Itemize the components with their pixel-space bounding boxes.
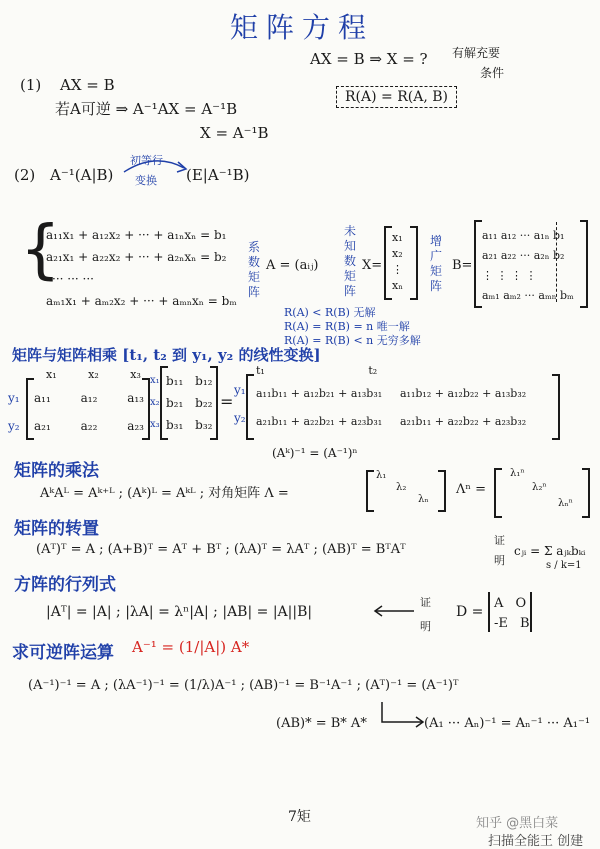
part1-label: (1) (20, 76, 42, 94)
part1-condition: 若A可逆 ⇒ A⁻¹AX = A⁻¹B (55, 100, 238, 118)
transpose-heading: 矩阵的转置 (14, 519, 99, 539)
coef-matrix-def: A = (aᵢⱼ) (266, 258, 319, 273)
system-row-4: aₘ₁x₁ + aₘ₂x₂ + ··· + aₘₙxₙ = bₘ (46, 294, 237, 308)
diag-n: λₙ (418, 494, 429, 505)
system-row-1: a₁₁x₁ + a₁₂x₂ + ··· + a₁ₙxₙ = b₁ (46, 228, 227, 242)
part2-lhs: A⁻¹(A|B) (50, 166, 114, 184)
C-left-bracket (246, 374, 254, 440)
matrix-C-col1: a₁₁b₁₁ + a₁₂b₂₁ + a₁₃b₃₁ a₂₁b₁₁ + a₂₂b₂₁ + a₂₃b₃₁ (256, 387, 383, 428)
transpose-proof-label-2: 明 (494, 554, 505, 567)
rank-notes: R(A) < R(B) 无解 R(A) = R(B) = n 唯一解 R(A) = R(B) < n 无穷多解 (284, 306, 421, 347)
diagpow-2: λ₂ⁿ (532, 482, 547, 493)
chain-arrow-icon (378, 700, 428, 730)
C-right-bracket (552, 374, 560, 440)
transpose-rules: (Aᵀ)ᵀ = A ; (A+B)ᵀ = Aᵀ + Bᵀ ; (λA)ᵀ = λAᵀ ; (AB)ᵀ = BᵀAᵀ (36, 542, 406, 557)
augmented-matrix: a₁₁ a₁₂ ··· a₁ₙ b₁ a₂₁ a₂₂ ··· a₂ₙ b₂ ⋮ ⋮ ⋮ ⋮ aₘ₁ aₘ₂ ··· aₘₙ bₘ (482, 229, 574, 302)
adjugate-rule: (AB)* = B* A* (276, 716, 367, 731)
aug-left-bracket (474, 220, 482, 308)
system-row-3: ··· ··· ··· (52, 272, 94, 286)
matrix-A: a₁₁ a₁₂ a₁₃ a₂₁ a₂₂ a₂₃ (34, 391, 144, 433)
matrix-B: b₁₁ b₁₂ b₂₁ b₂₂ b₃₁ b₃₂ (166, 374, 213, 432)
B-right-bracket (210, 366, 218, 440)
page-title: 矩阵方程 (230, 11, 375, 44)
transpose-proof-label-1: 证 (494, 534, 505, 547)
row-transform-label-2: 变换 (135, 174, 157, 187)
system-row-2: a₂₁x₁ + a₂₂x₂ + ··· + a₂ₙxₙ = b₂ (46, 250, 227, 264)
b-equals: B= (452, 258, 473, 273)
diag-2: λ₂ (396, 482, 407, 493)
matmul-row-labels: y₁ y₂ (8, 391, 20, 433)
matrix-C-col2: a₁₁b₁₂ + a₁₂b₂₂ + a₁₃b₃₂ a₂₁b₁₁ + a₂₂b₂₂ + a₂₃b₃₂ (400, 387, 527, 428)
part1-equation: AX = B (60, 76, 115, 94)
unknown-matrix-label: 未 知 数 矩 阵 (344, 224, 357, 298)
x-vector: x₁ x₂ ⋮ xₙ (392, 231, 403, 292)
inverse-formula: A⁻¹ = (1/|A|) A* (132, 638, 250, 656)
det-proof-label-2: 明 (420, 620, 431, 633)
coef-matrix-label: 系 数 矩 阵 (248, 240, 261, 299)
diagpow-1: λ₁ⁿ (510, 468, 525, 479)
inverse-chain: (A₁ ··· Aₙ)⁻¹ = Aₙ⁻¹ ··· A₁⁻¹ (424, 716, 591, 731)
det-block-matrix: A O -E B (494, 596, 530, 631)
transpose-proof: cⱼᵢ = Σ aⱼₖbₖᵢ (514, 544, 586, 558)
diag-1: λ₁ (376, 470, 387, 481)
power-inverse-note: (Aᵏ)⁻¹ = (A⁻¹)ⁿ (272, 446, 358, 460)
row-transform-arrow-icon (120, 150, 190, 190)
diagpow-left-bracket (494, 468, 502, 518)
determinant-rules: |Aᵀ| = |A| ; |λA| = λⁿ|A| ; |AB| = |A||B| (46, 604, 313, 620)
diag-right-bracket (438, 470, 446, 512)
scanner-label: 扫描全能王 创建 (488, 834, 584, 849)
A-left-bracket (26, 378, 34, 440)
diagpow-right-bracket (582, 468, 590, 518)
row-transform-label-1: 初等行 (130, 154, 163, 167)
power-rules: AᵏAᴸ = Aᵏ⁺ᴸ ; (Aᵏ)ᴸ = Aᵏᴸ ; 对角矩阵 Λ = (40, 486, 289, 501)
diag-power-label: Λⁿ = (456, 482, 487, 497)
det-right-bar (530, 592, 532, 632)
page-number: 7矩 (288, 809, 311, 825)
x-equals: X= (362, 258, 383, 273)
matmul-equals: = (220, 392, 234, 411)
aug-separator (556, 222, 557, 302)
condition-note-line1: 有解充要 (452, 46, 501, 60)
solvability-question: AX = B ⇒ X = ? (310, 50, 428, 68)
diagpow-n: λₙⁿ (558, 498, 573, 509)
aug-right-bracket (580, 220, 588, 308)
inverse-rules: (A⁻¹)⁻¹ = A ; (λA⁻¹)⁻¹ = (1/λ)A⁻¹ ; (AB)⁻¹ = B⁻¹A⁻¹ ; (Aᵀ)⁻¹ = (A⁻¹)ᵀ (28, 678, 459, 693)
transpose-proof-limits: s / k=1 (546, 560, 582, 571)
det-proof-label-1: 证 (420, 596, 431, 609)
determinant-heading: 方阵的行列式 (14, 575, 116, 595)
C-col-labels: t₁ t₂ (256, 364, 378, 377)
A-right-bracket (142, 378, 150, 440)
part1-result: X = A⁻¹B (200, 124, 269, 142)
watermark: 知乎 @黑白菜 (476, 816, 559, 831)
part2-rhs: (E|A⁻¹B) (186, 166, 250, 184)
C-row-labels: y₁ y₂ (234, 383, 246, 425)
B-row-labels: x₁ x₂ x₃ (150, 375, 160, 430)
rank-condition-box: R(A) = R(A, B) (336, 86, 457, 108)
matmul-col-labels: x₁ x₂ x₃ (46, 368, 141, 381)
inverse-heading: 求可逆阵运算 (12, 643, 114, 663)
det-left-bar (488, 592, 490, 632)
system-brace: { (20, 213, 61, 287)
power-heading: 矩阵的乘法 (14, 461, 99, 481)
x-vector-left-bracket (384, 226, 392, 300)
condition-note-line2: 条件 (480, 66, 505, 80)
det-D-label: D = (456, 604, 484, 620)
augmented-matrix-label: 增 广 矩 阵 (430, 234, 443, 293)
part2-label: (2) (14, 166, 36, 184)
x-vector-right-bracket (410, 226, 418, 300)
proof-arrow-icon (372, 604, 416, 618)
diag-left-bracket (366, 470, 374, 512)
matmul-heading: 矩阵与矩阵相乘 [t₁, t₂ 到 y₁, y₂ 的线性变换] (12, 346, 321, 364)
